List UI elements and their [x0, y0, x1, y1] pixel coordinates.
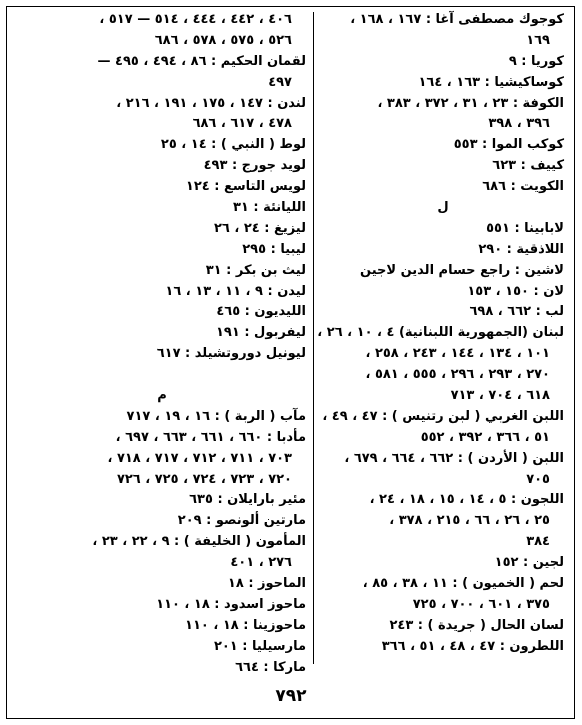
index-line: لب : ٦٦٢ ، ٦٩٨ [469, 304, 564, 320]
index-line: ٤٩٧ [268, 74, 292, 90]
index-line: مئير بارايلان : ٦٣٥ [189, 492, 306, 508]
index-line: كييف : ٦٢٣ [492, 158, 564, 174]
index-line: ليث بن بكر : ٣١ [205, 262, 306, 278]
index-line: لندن : ١٤٧ ، ١٧٥ ، ١٩١ ، ٢١٦ ، [116, 95, 306, 111]
index-line: ٢٧٠ ، ٢٩٣ ، ٢٩٦ ، ٥٥٥ ، ٥٨١ ، [365, 367, 550, 383]
index-line: ماحوز اسدود : ١٨ ، ١١٠ [156, 596, 306, 612]
index-line: اللبن ( الأردن ) : ٦٦٢ ، ٦٦٤ ، ٦٧٩ ، [344, 450, 564, 466]
index-line: لاشين : راجع حسام الدين لاجين [360, 262, 564, 278]
index-line: لويس التاسع : ١٢٤ [185, 179, 306, 195]
index-line: كوساكيشيا : ١٦٣ ، ١٦٤ [418, 74, 564, 90]
index-line: ٦١٨ ، ٧٠٤ ، ٧١٣ [450, 388, 550, 404]
index-column-right [317, 10, 564, 658]
index-column-left [18, 10, 306, 679]
index-line: ٧٠٥ [526, 471, 550, 487]
index-line: ٢٧٦ ، ٤٠١ [230, 555, 292, 571]
index-line: ٥٢٦ ، ٥٧٥ ، ٥٧٨ ، ٦٨٦ [154, 32, 292, 48]
index-line: ٣٨٤ [526, 534, 550, 550]
index-line: لويد جورج : ٤٩٣ [203, 158, 306, 174]
blank-line [18, 365, 306, 386]
index-line: لبنان (الجمهورية اللبنانية) ٤ ، ١٠ ، ٢٦ ، [317, 325, 564, 341]
page-number: ٧٩٢ [275, 686, 307, 706]
index-line: الكويت : ٦٨٦ [482, 179, 564, 195]
index-line: لسان الحال ( جريدة ) : ٢٤٣ [389, 617, 564, 633]
index-line: مارتين ألونصو : ٢٠٩ [177, 513, 306, 529]
column-divider [313, 12, 314, 664]
index-line: لان : ١٥٠ ، ١٥٣ [467, 283, 564, 299]
index-line: ٢٥ ، ٢٦ ، ٦٦ ، ٢١٥ ، ٣٧٨ ، [389, 513, 550, 529]
index-line: اللاذقية : ٢٩٠ [478, 241, 564, 257]
index-line: ٣٩٦ ، ٣٩٨ [488, 116, 550, 132]
index-line: ليونيل دوروتشيلد : ٦١٧ [156, 346, 306, 362]
index-line: ٤٠٦ ، ٤٤٢ ، ٤٤٤ ، ٥١٤ — ٥١٧ ، [99, 12, 292, 27]
index-line: المأمون ( الخليفة ) : ٩ ، ٢٢ ، ٢٣ ، [92, 534, 306, 550]
section-letter-mim: م [157, 388, 167, 404]
index-line: ٧٠٣ ، ٧١١ ، ٧١٢ ، ٧١٧ ، ٧١٨ ، [107, 450, 292, 466]
index-line: مارسيليا : ٢٠١ [213, 638, 306, 654]
index-line: كوكب الموا : ٥٥٣ [453, 137, 564, 153]
index-line: الماحوز : ١٨ [227, 576, 306, 592]
index-line: ليبيا : ٢٩٥ [242, 241, 306, 257]
section-letter-lam: ل [437, 200, 449, 216]
index-line: مأدبا : ٦٦٠ ، ٦٦١ ، ٦٦٣ ، ٦٩٧ ، [115, 429, 306, 445]
index-line: لحم ( الخميون ) : ١١ ، ٣٨ ، ٨٥ ، [362, 576, 564, 592]
index-line: اللبن الغربي ( لبن رتنيس ) : ٤٧ ، ٤٩ ، [322, 408, 564, 424]
index-line: ١٦٩ [526, 32, 550, 48]
index-line: ٧٢٠ ، ٧٢٣ ، ٧٢٤ ، ٧٢٥ ، ٧٢٦ [116, 471, 292, 487]
index-line: لقمان الحكيم : ٨٦ ، ٤٩٤ ، ٤٩٥ — [97, 53, 306, 69]
index-line: ٣٧٥ ، ٦٠١ ، ٧٠٠ ، ٧٢٥ [412, 596, 550, 612]
index-line: ٤٧٨ ، ٦١٧ ، ٦٨٦ [192, 116, 292, 132]
index-line: مآب ( الربة ) : ١٦ ، ١٩ ، ٧١٧ [126, 408, 306, 424]
index-line: ماركا : ٦٦٤ [235, 659, 306, 675]
index-line: كوريا : ٩ [508, 53, 564, 69]
index-line: ليزيغ : ٢٤ ، ٢٦ [213, 220, 306, 236]
index-line: ماحوزينا : ١٨ ، ١١٠ [185, 617, 306, 633]
index-line: لوط ( النبي ) : ١٤ ، ٢٥ [160, 137, 306, 153]
index-line: الكوفة : ٢٣ ، ٣١ ، ٣٧٢ ، ٣٨٣ ، [377, 95, 564, 111]
index-line: ليدن : ٩ ، ١١ ، ١٣ ، ١٦ [165, 283, 306, 299]
index-line: ٥١ ، ٣٦٦ ، ٣٩٢ ، ٥٥٢ [420, 429, 550, 445]
index-line: الليديون : ٤٦٥ [216, 304, 306, 320]
index-line: لابابينا : ٥٥١ [486, 220, 564, 236]
index-line: ١٠١ ، ١٣٤ ، ١٤٤ ، ٢٤٣ ، ٢٥٨ ، [365, 346, 550, 362]
index-line: لجين : ١٥٢ [494, 555, 564, 571]
index-line: ليفربول : ١٩١ [215, 325, 306, 341]
index-line: كوجوك مصطفى آغا : ١٦٧ ، ١٦٨ ، [350, 12, 564, 27]
index-line: اللطرون : ٤٧ ، ٤٨ ، ٥١ ، ٣٦٦ [381, 638, 564, 654]
index-line: الليانئة : ٣١ [232, 200, 306, 216]
index-line: اللجون : ٥ ، ١٤ ، ١٥ ، ١٨ ، ٢٤ ، [369, 492, 564, 508]
